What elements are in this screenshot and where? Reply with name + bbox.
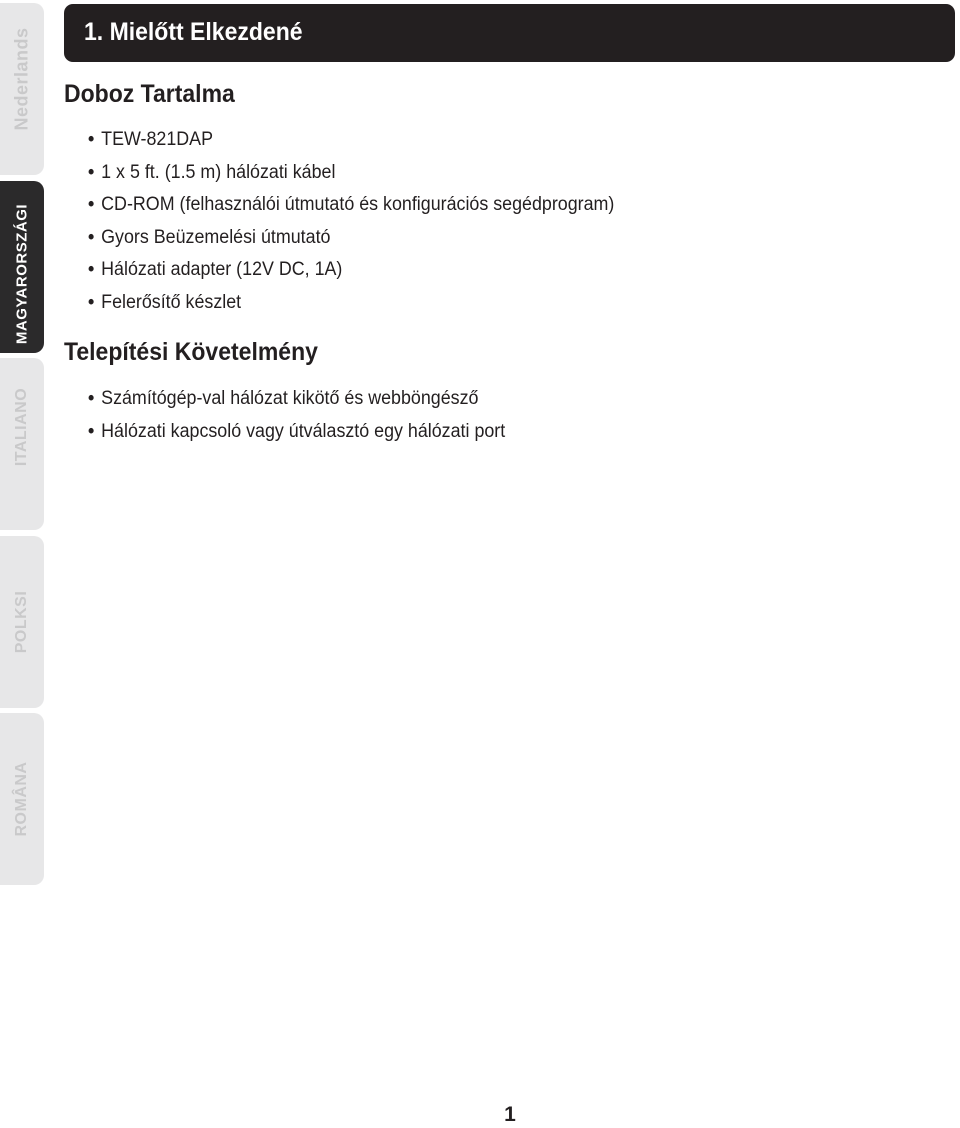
list-item — [88, 189, 614, 222]
page-title: 1. Mielőtt Elkezdené — [84, 18, 303, 46]
list-item — [88, 416, 505, 449]
tab-polksi[interactable] — [0, 536, 44, 708]
bullet-icon: • — [88, 259, 95, 280]
bullet-icon: • — [88, 291, 95, 313]
bullet-icon: • — [88, 194, 95, 215]
tab-nederlands[interactable] — [0, 3, 44, 175]
bullet-icon: • — [88, 129, 95, 150]
requirements-list — [88, 383, 532, 448]
bullet-icon: • — [88, 161, 95, 183]
bullet-icon: • — [88, 226, 95, 248]
box-contents-heading: Doboz Tartalma — [64, 80, 235, 108]
tab-label: ROMÂNA — [13, 761, 30, 837]
tab-romana[interactable] — [0, 713, 44, 885]
list-item-text: TEW-821DAP — [101, 129, 213, 150]
tab-label: Nederlands — [11, 27, 32, 131]
list-item — [88, 254, 614, 287]
list-item-text: Számítógép-val hálózat kikötő és webböngésző — [101, 388, 479, 409]
requirements-heading: Telepítési Követelmény — [64, 338, 318, 366]
tab-label: MAGYARORSZÁGI — [13, 203, 31, 344]
language-tabs — [0, 0, 46, 1128]
section-header-bar — [64, 4, 955, 62]
list-item-text: 1 x 5 ft. (1.5 m) hálózati kábel — [101, 161, 336, 183]
page-number: 1 — [504, 1103, 516, 1126]
tab-magyarorszagi[interactable] — [0, 181, 44, 353]
list-item — [88, 124, 614, 157]
tab-italiano[interactable] — [0, 358, 44, 530]
bullet-icon: • — [88, 420, 95, 442]
list-item — [88, 383, 505, 416]
list-item-text: Hálózati adapter (12V DC, 1A) — [101, 259, 343, 280]
tab-label: ITALIANO — [13, 387, 30, 466]
list-item-text: Felerősítő készlet — [101, 291, 242, 313]
tab-label: POLKSI — [13, 590, 30, 654]
list-item-text: Gyors Beüzemelési útmutató — [101, 226, 331, 248]
bullet-icon: • — [88, 388, 95, 409]
list-item-text: Hálózati kapcsoló vagy útválasztó egy hálózati port — [101, 420, 506, 442]
list-item — [88, 222, 614, 255]
box-contents-list — [88, 124, 648, 319]
list-item — [88, 157, 614, 190]
list-item-text: CD-ROM (felhasználói útmutató és konfigurációs segédprogram) — [101, 194, 615, 215]
list-item — [88, 287, 614, 320]
